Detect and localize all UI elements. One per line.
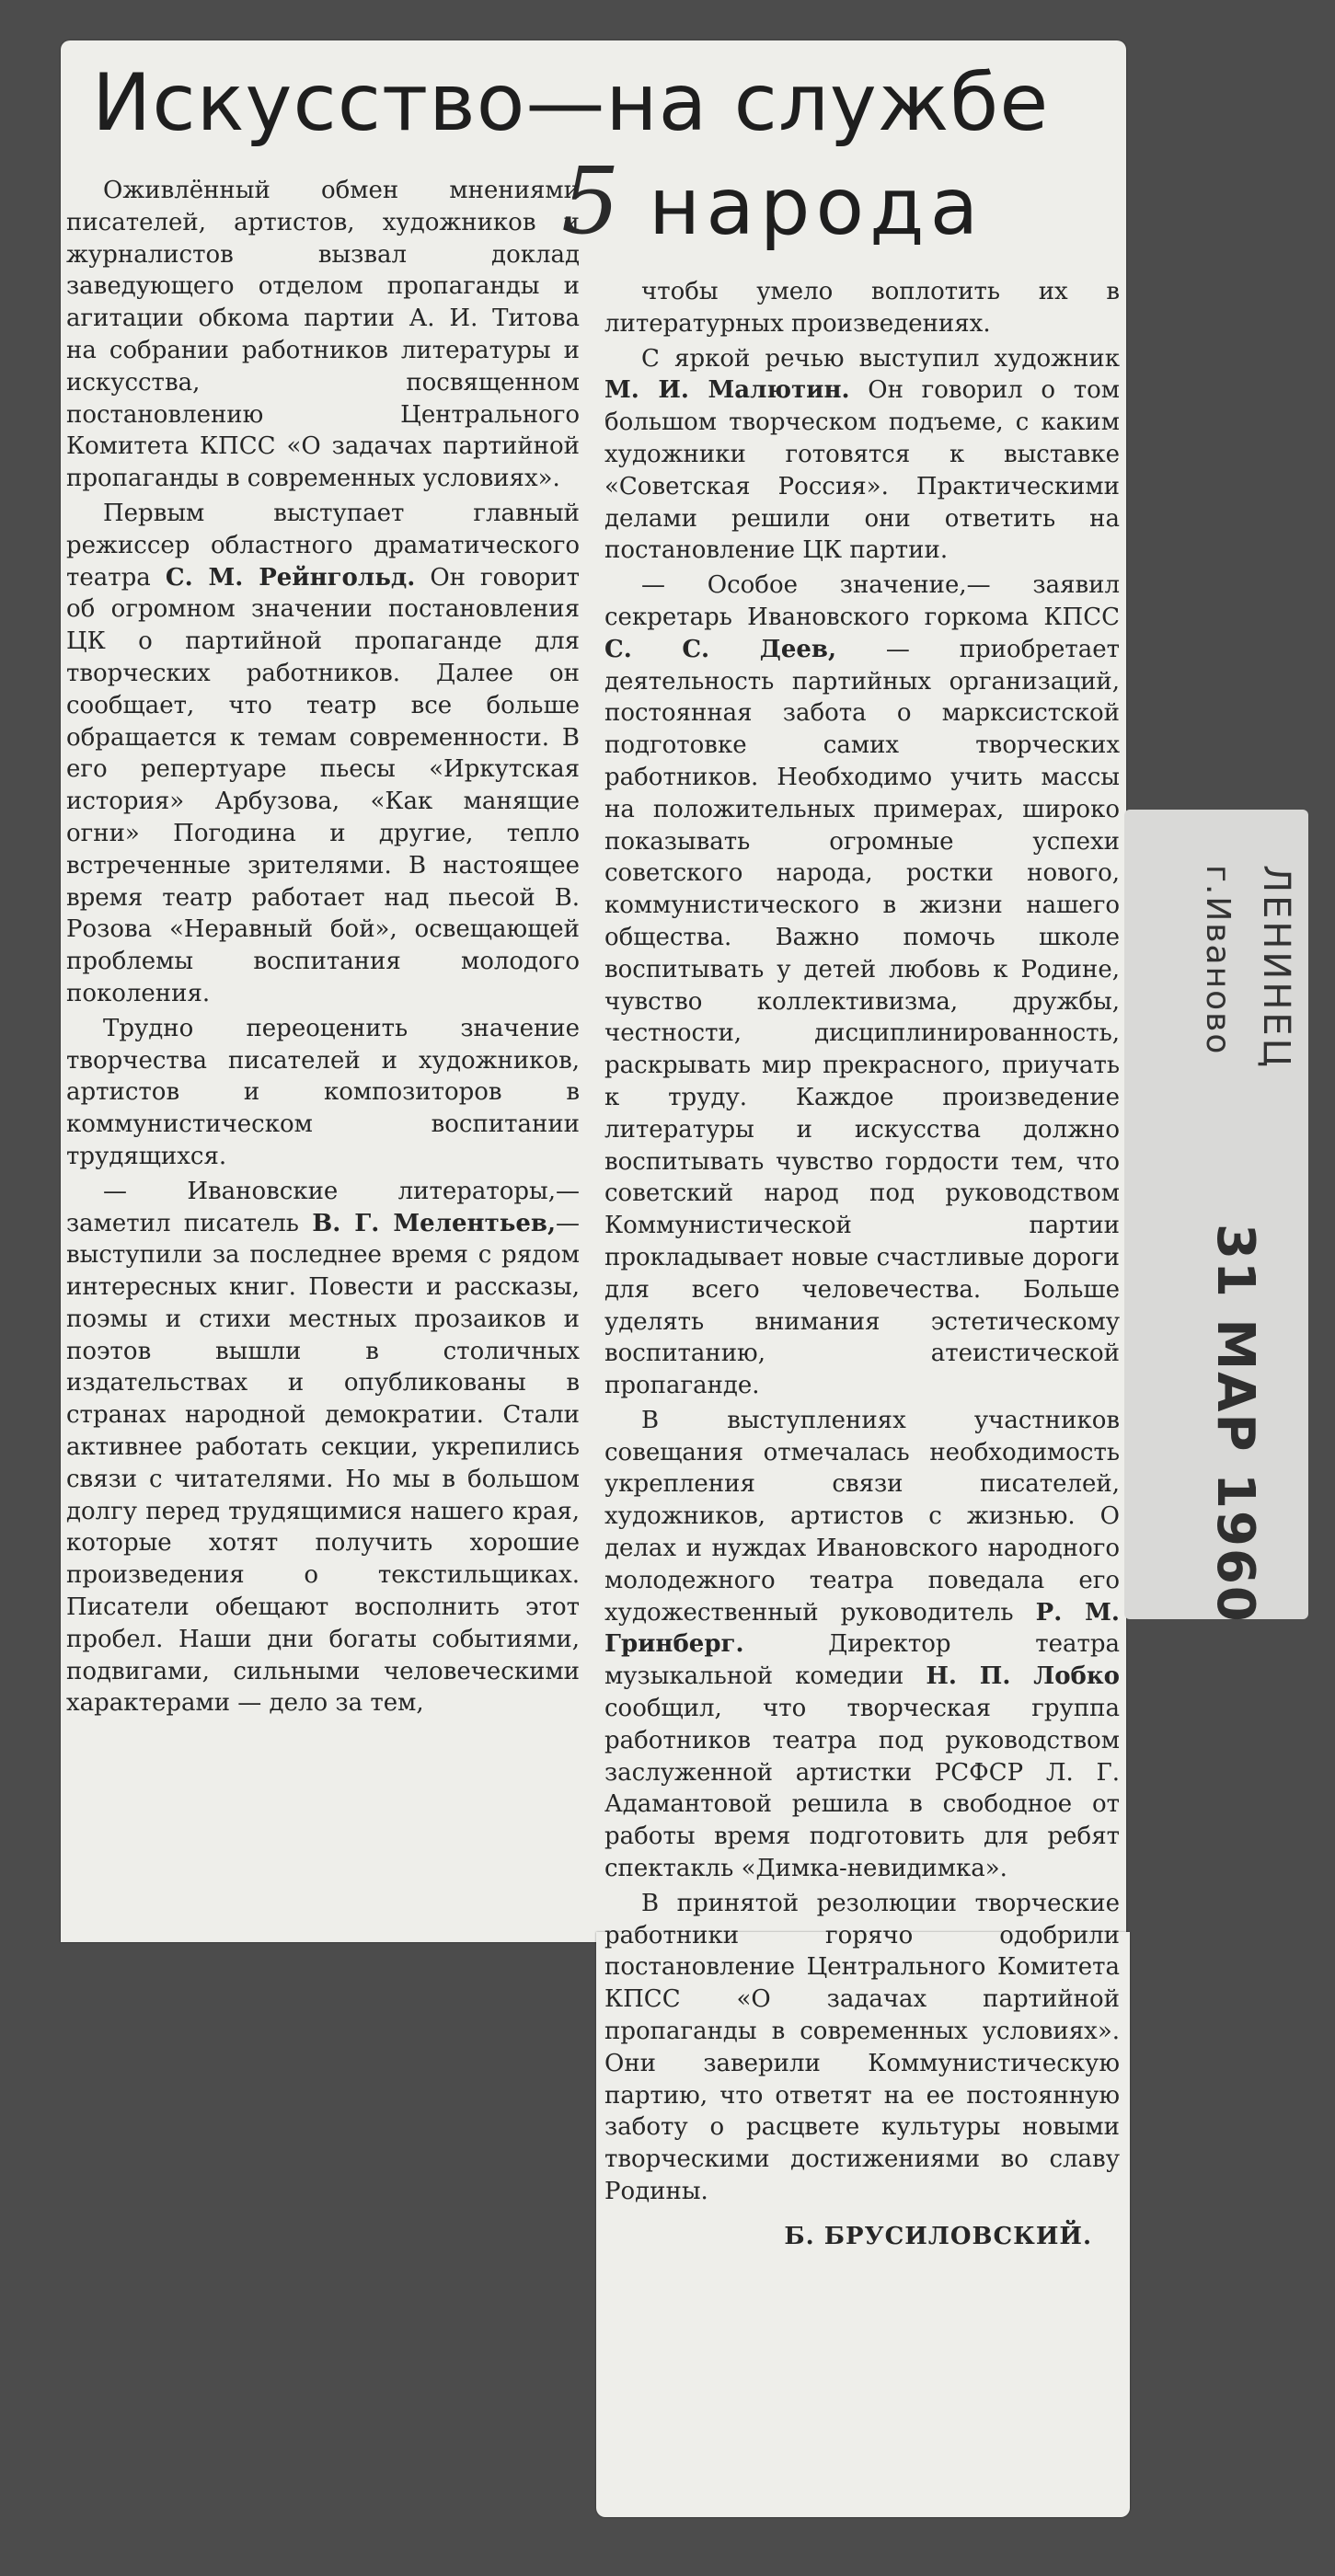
stamp-newspaper-name: ЛЕНИНЕЦ [1255,865,1297,1070]
article-paragraph [604,343,1120,568]
person-name: В. Г. Мелентьев, [312,1209,556,1237]
text-run: В принятой резолюции творческие работники горячо одобрили постановление Центрального Комитета КПСС «О задачах партийной пропаганды в современных условиях». Они заверили Коммунистическую партию, что ответят на ее постоянную заботу о расцвете культуры новыми творческими достижениями во славу Родины. [604,1889,1120,2206]
text-run: Первым выступает главный режиссер областного драматического театра [66,499,580,592]
text-run: В выступлениях участников совещания отмечалась необходимость укрепления связи писателей, художников, артистов с жизнью. О делах и нуждах Ивановского народного молодежного театра поведала его художественный руководитель [604,1406,1120,1627]
article-paragraph [66,498,580,1010]
article-paragraph [604,276,1120,340]
text-run: Директор театра музыкальной комедии [604,1630,1120,1691]
text-run: Он говорит об огромном значении постановления ЦК о партийной пропаганде для творческих работников. Далее он сообщает, что театр все больше обращается к темам современности. В его репертуаре пьесы «Иркутская история» Арбузова, «Как манящие огни» Погодина и другие, тепло встреченные зрителями. В настоящее время театр работает над пьесой В. Розова «Неравный бой», освещающей проблемы воспитания молодого поколения. [66,563,580,1007]
article-paragraph [604,1888,1120,2208]
text-run: сообщил, что творческая группа работников театра под руководством заслуженной артистки РСФСР Л. Г. Адамантовой решила в свободное от работы время подготовить для ребят спектакль «Димка-невидимка». [604,1695,1120,1883]
text-run: Он говорил о том большом творческом подъеме, с каким художники готовятся к выставке «Советская Россия». Практическими делами решили они ответить на постановление ЦК партии. [604,376,1120,565]
author-signature: Б. БРУСИЛОВСКИЙ. [784,2222,1092,2250]
person-name: Н. П. Лобко [926,1662,1120,1691]
person-name: Р. М. Гринберг. [604,1598,1120,1659]
handwritten-mark: 5 [561,147,620,255]
text-run: чтобы умело воплотить их в литературных произведениях. [604,278,1120,338]
headline-line-2: народа [649,161,984,253]
article-paragraph [604,1405,1120,1885]
article-paragraph [66,1176,580,1720]
person-name: М. И. Малютин. [604,376,850,405]
article-paragraph [66,1013,580,1173]
text-run: — приобретает деятельность партийных организаций, постоянная забота о марксистской подготовке самих творческих работников. Необходимо учить массы на положительных примерах, широко показывать огромные успехи советского народа, ростки нового, коммунистического в жизни нашего общества. Важно помочь школе воспитывать у детей любовь к Родине, чувство коллективизма, дружбы, честности, дисциплинированность, раскрывать мир прекрасного, приучать к труду. Каждое произведение литературы и искусства должно воспитывать чувство гордости тем, что советский народ под руководством Коммунистической партии прокладывает новые счастливые дороги для всего человечества. Больше уделять внимания эстетическому воспитанию, атеистической пропаганде. [604,635,1120,1400]
text-run: С яркой речью выступил художник [641,344,1120,373]
text-run: Трудно переоценить значение творчества писателей и художников, артистов и композиторов в коммунистическом воспитании трудящихся. [66,1014,580,1170]
stamp-date: 31 МАР 1960 [1205,1224,1265,1624]
article-paragraph [66,175,580,495]
person-name: С. М. Рейнгольд. [165,563,416,592]
text-run: — выступили за последнее время с рядом интересных книг. Повести и рассказы, поэмы и стихи местных прозаиков и поэтов вышли в столичных издательствах и опубликованы в странах народной демократии. Стали активнее работать секции, укрепились связи с читателями. Но мы в большом долгу перед трудящимися нашего края, которые хотят получить хорошие произведения о текстильщиках. Писатели обещают восполнить этот пробел. Наши дни богаты событиями, подвигами, сильными человеческими характерами — дело за тем, [66,1209,580,1718]
headline-line-1: Искусство—на службе [92,57,1050,149]
text-run: Оживлённый обмен мнениями писателей, артистов, художников и журналистов вызвал доклад заведующего отделом пропаганды и агитации обкома партии А. И. Титова на собрании работников литературы и искусства, посвященном постановлению Центрального Комитета КПСС «О задачах партийной пропаганды в современных условиях». [66,177,580,493]
person-name: С. С. Деев, [604,635,837,663]
stamp-city: г.Иваново [1199,865,1237,1056]
article-column-2 [604,276,1120,2253]
article-column-1 [66,175,580,1722]
article-paragraph [604,569,1120,1402]
text-run: — Особое значение,— заявил секретарь Ивановского горкома КПСС [604,571,1120,631]
text-run: — Ивановские литераторы,— заметил писатель [66,1177,580,1237]
